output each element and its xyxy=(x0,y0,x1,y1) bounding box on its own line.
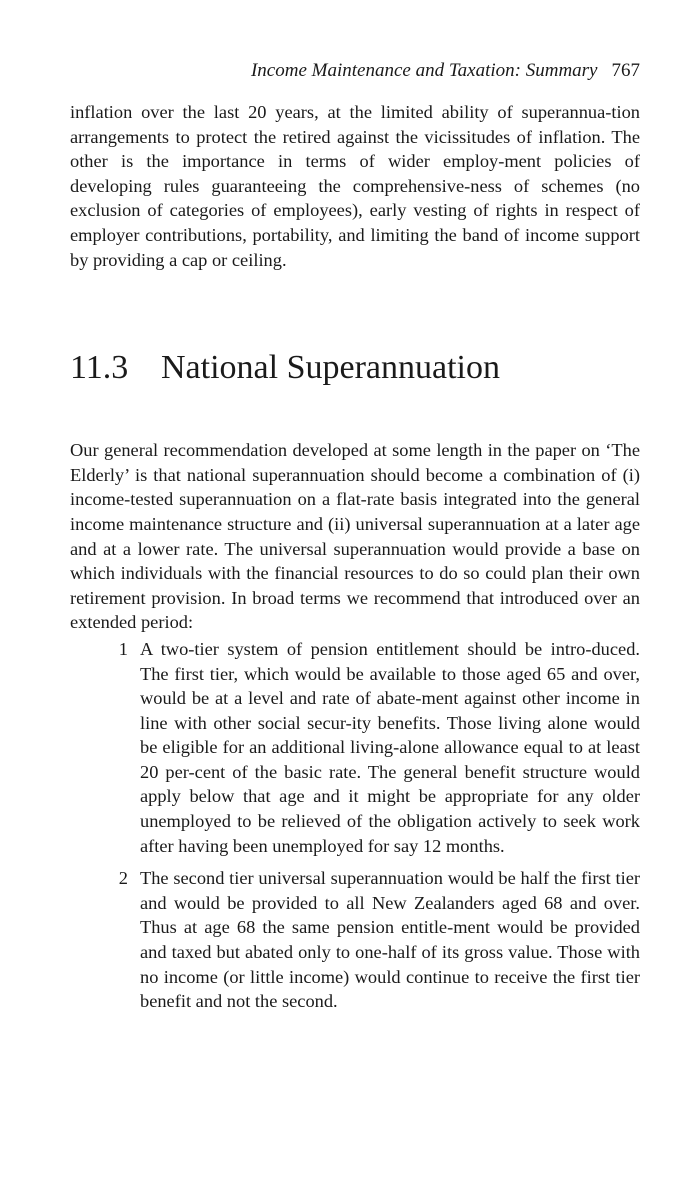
running-head-title: Income Maintenance and Taxation: Summary xyxy=(250,60,598,81)
list-item-number: 1 xyxy=(118,638,128,659)
section-number: 11.3 xyxy=(70,349,129,387)
section-title: National Superannuation xyxy=(161,349,500,387)
list-item xyxy=(70,637,640,858)
list-item-text: A two-tier system of pension entitlement should be intro-duced. The first tier, which would be available to those aged 65 and over, would be at a level and rate of abate-ment against other income in line with other social secur-ity benefits. Those living alone would be eligible for an additional living-alone allowance equal to at least 20 per-cent of the basic rate. The general benefit structure would apply below that age and it might be appropriate for any older unemployed to be relieved of the obligation actively to seek work after having been unemployed for say 12 months. xyxy=(140,638,640,856)
body-paragraph-continued: inflation over the last 20 years, at the limited ability of superannua-tion arrangements to protect the retired against the vicissitudes of inflation. The other is the importance in terms of wider employ-ment policies of developing rules guaranteeing the comprehensive-ness of schemes (no exclusion of categories of employees), early vesting of rights in respect of employer contributions, portability, and limiting the band of income support by providing a cap or ceiling. xyxy=(70,102,640,270)
list-item-text: The second tier universal superannuation would be half the first tier and would be provided to all New Zealanders aged 68 and over. Thus at age 68 the same pension entitle-ment would be provided and taxed but abated only to one-half of its gross value. Those with no income (or little income) would continue to receive the first tier benefit and not the second. xyxy=(140,868,640,1012)
book-page xyxy=(70,60,640,1014)
recommendation-list xyxy=(70,637,640,1014)
section-heading xyxy=(70,348,640,388)
list-item xyxy=(70,866,640,1014)
body-paragraph-intro: Our general recommendation developed at some length in the paper on ‘The Elderly’ is that national superannuation should become a combination of (i) income-tested superannuation on a flat-rate basis integrated into the general income maintenance structure and (ii) universal superannuation at a later age and at a lower rate. The universal superannuation would provide a base on which individuals with the financial resources to do so could plan their own retirement provision. In broad terms we recommend that introduced over an extended period: xyxy=(70,440,640,633)
running-head xyxy=(70,60,640,90)
list-item-number: 2 xyxy=(118,868,128,889)
page-number: 767 xyxy=(611,60,640,81)
